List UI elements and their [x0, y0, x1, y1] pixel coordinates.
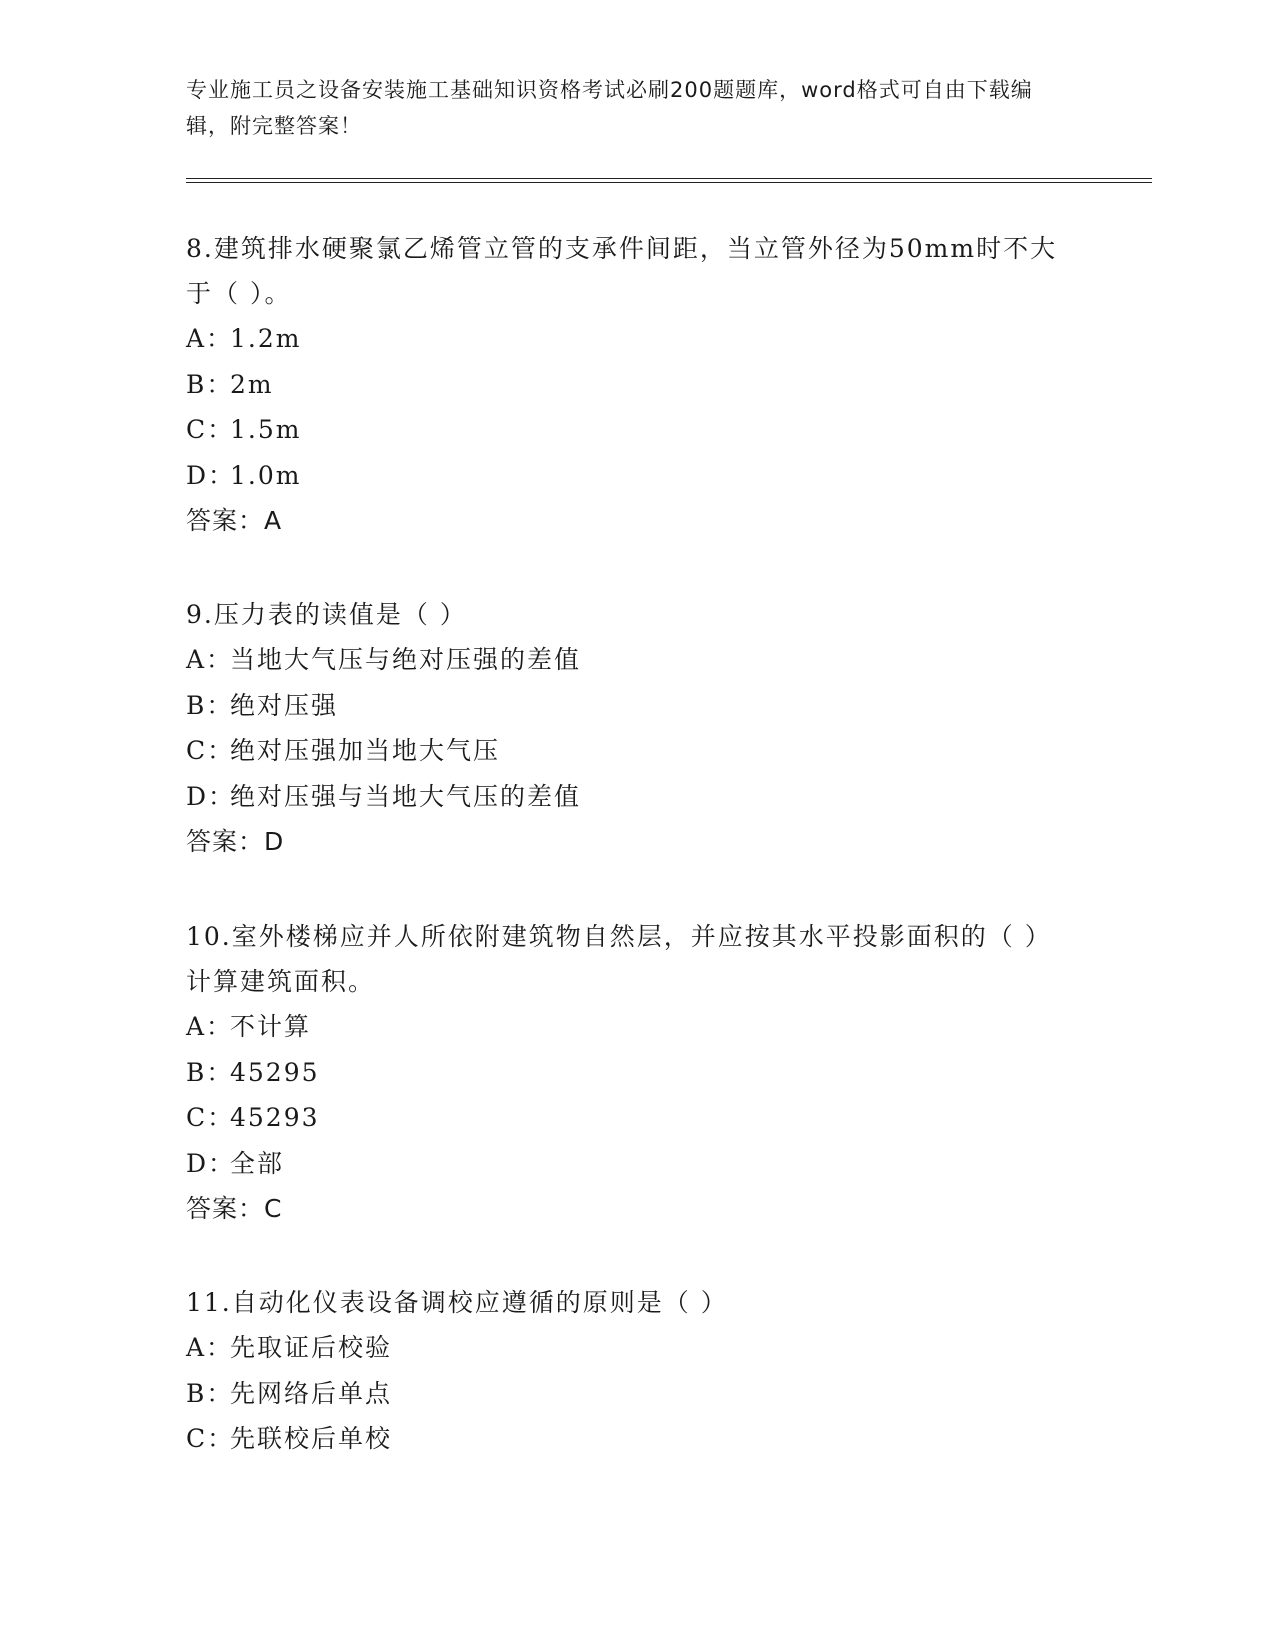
option-label: D： [186, 460, 236, 490]
header-title: 专业施工员之设备安装施工基础知识资格考试必刷200题题库，word格式可自由下载编辑，附完整答案！ [186, 78, 1033, 138]
question-text: 8.建筑排水硬聚氯乙烯管立管的支承件间距，当立管外径为50mm时不大于（ ）。 [186, 234, 1058, 308]
option-label: A： [186, 1333, 234, 1362]
option-text: 1.2m [230, 324, 302, 353]
document-header [186, 72, 1066, 144]
option-text: 先联校后单校 [230, 1424, 393, 1453]
option-text: 2m [230, 369, 274, 399]
header-divider [186, 178, 1152, 183]
option-d [186, 774, 1066, 820]
option-c [186, 728, 1066, 774]
option-a [186, 1004, 1066, 1050]
option-label: C： [186, 1103, 235, 1132]
option-a [186, 1325, 1066, 1371]
option-text: 1.0m [230, 460, 302, 490]
option-text: 先取证后校验 [230, 1333, 393, 1362]
option-b [186, 683, 1066, 729]
option-label: C： [186, 1424, 235, 1453]
option-text: 45293 [230, 1103, 320, 1132]
option-text: 不计算 [230, 1012, 312, 1041]
option-text: 先网络后单点 [230, 1378, 393, 1408]
option-label: C： [186, 736, 235, 765]
option-label: A： [186, 324, 234, 353]
question-text: 9.压力表的读值是（ ） [186, 600, 467, 629]
option-text: 绝对压强加当地大气压 [230, 736, 501, 765]
question-block [186, 914, 1066, 1231]
option-label: D： [186, 781, 236, 811]
option-label: B： [186, 1378, 234, 1408]
option-label: B： [186, 690, 234, 720]
option-c [186, 1416, 1066, 1462]
option-d [186, 1141, 1066, 1187]
option-d [186, 453, 1066, 499]
option-label: D： [186, 1148, 236, 1178]
question-text: 11.自动化仪表设备调校应遵循的原则是（ ） [186, 1288, 728, 1317]
option-label: B： [186, 1057, 234, 1087]
option-label: A： [186, 645, 234, 674]
option-label: B： [186, 369, 234, 399]
question-block [186, 1280, 1066, 1462]
option-b [186, 1371, 1066, 1417]
option-text: 当地大气压与绝对压强的差值 [230, 645, 582, 674]
option-b [186, 1050, 1066, 1096]
question-text: 10.室外楼梯应并人所依附建筑物自然层，并应按其水平投影面积的（ ）计算建筑面积。 [186, 922, 1052, 996]
option-a [186, 316, 1066, 362]
option-label: C： [186, 415, 235, 444]
answer-line: 答案：D [186, 827, 285, 856]
option-label: A： [186, 1012, 234, 1041]
question-block [186, 226, 1066, 543]
option-c [186, 407, 1066, 453]
question-block [186, 592, 1066, 864]
answer-line: 答案：C [186, 1194, 283, 1223]
option-text: 45295 [230, 1057, 320, 1087]
option-text: 绝对压强与当地大气压的差值 [230, 781, 582, 811]
option-a [186, 637, 1066, 683]
option-text: 全部 [230, 1148, 285, 1178]
answer-line: 答案：A [186, 506, 283, 535]
option-text: 1.5m [230, 415, 302, 444]
option-b [186, 362, 1066, 408]
option-text: 绝对压强 [230, 690, 339, 720]
option-c [186, 1095, 1066, 1141]
